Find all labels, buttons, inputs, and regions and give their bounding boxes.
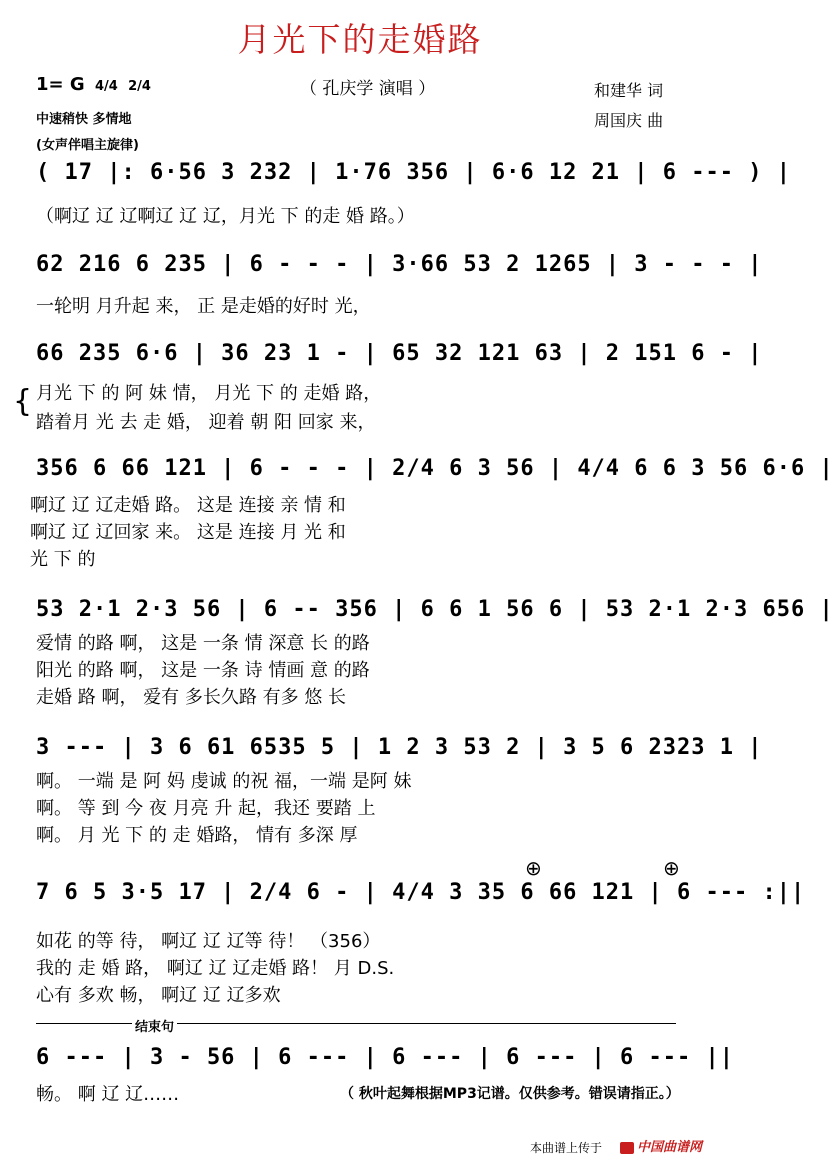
lyric-row-2-verse-1: 一轮明 月升起 来， 正 是走婚的好时 光， — [36, 296, 371, 317]
coda-sign-icon: ⊕ — [663, 856, 680, 880]
lyric-row-7-verse-1: 如花 的等 待， 啊辽 辽 辽等 待！ （356） — [36, 931, 381, 952]
notation-row-6: 3 --- | 3 6 61 6535 5 | 1 2 3 53 2 | 3 5 6 2323 1 | — [36, 735, 763, 760]
lyric-row-3-verse-2: 踏着月 光 去 走 婚， 迎着 朝 阳 回家 来， — [36, 412, 376, 433]
lyric-row-4-verse-3: 光 下 的 — [30, 549, 96, 570]
key-label: 1= G — [36, 74, 85, 95]
song-title: 月光下的走婚路 — [237, 20, 483, 59]
key-signature — [36, 74, 151, 95]
lyric-row-6-verse-2: 啊。 等 到 今 夜 月亮 升 起，我还 要踏 上 — [36, 798, 376, 819]
lyric-row-3-verse-1: 月光 下 的 阿 妹 情， 月光 下 的 走婚 路， — [36, 383, 382, 404]
notation-row-5: 53 2·1 2·3 56 | 6 -- 356 | 6 6 1 56 6 | 53 2·1 2·3 656 | — [36, 597, 834, 622]
lyric-row-5-verse-1: 爱情 的路 啊， 这是 一条 情 深意 长 的路 — [36, 633, 370, 654]
lyric-row-1-verse-1: （啊辽 辽 辽啊辽 辽 辽，月光 下 的走 婚 路。） — [36, 206, 415, 227]
logo-icon — [620, 1142, 634, 1154]
lyric-row-6-verse-3: 啊。 月 光 下 的 走 婚路， 情有 多深 厚 — [36, 825, 358, 846]
site-logo[interactable] — [620, 1136, 702, 1155]
lyric-row-6-verse-1: 啊。 一端 是 阿 妈 虔诚 的祝 福，一端 是阿 妹 — [36, 771, 412, 792]
notation-row-8: 6 --- | 3 - 56 | 6 --- | 6 --- | 6 --- | 6 --- || — [36, 1045, 735, 1070]
singer-credit: （ 孔庆学 演唱 ） — [300, 79, 436, 99]
notation-row-3: 66 235 6·6 | 36 23 1 - | 65 32 121 63 | 2 151 6 - | — [36, 341, 763, 366]
verse-brace: { — [13, 384, 33, 419]
notation-row-4: 356 6 66 121 | 6 - - - | 2/4 6 3 56 | 4/4 6 6 3 56 6·6 | — [36, 456, 834, 481]
site-logo-text: 中国曲谱网 — [637, 1140, 703, 1155]
lyricist-credit: 和建华 词 — [594, 81, 664, 100]
coda-sign-icon: ⊕ — [525, 856, 542, 880]
lyric-row-4-verse-2: 啊辽 辽 辽回家 来。 这是 连接 月 光 和 — [30, 522, 346, 543]
lyric-row-4-verse-1: 啊辽 辽 辽走婚 路。 这是 连接 亲 情 和 — [30, 495, 346, 516]
accompaniment-note: (女声伴唱主旋律) — [36, 138, 139, 153]
time-signature-1: 4/4 — [94, 79, 118, 94]
lyric-row-5-verse-2: 阳光 的路 啊， 这是 一条 诗 情画 意 的路 — [36, 660, 370, 681]
tempo-marking: 中速稍快 多情地 — [36, 112, 132, 127]
ending-label: 结束句 — [132, 1016, 177, 1035]
notation-row-2: 62 216 6 235 | 6 - - - | 3·66 53 2 1265 | 3 - - - | — [36, 252, 763, 277]
notation-row-7: 7 6 5 3·5 17 | 2/4 6 - | 4/4 3 35 6 66 121 | 6 --- :|| — [36, 880, 806, 905]
lyric-row-8-verse-1: 畅。 啊 辽 辽…… — [36, 1084, 180, 1105]
composer-credit: 周国庆 曲 — [594, 111, 664, 130]
lyric-row-7-verse-3: 心有 多欢 畅， 啊辽 辽 辽多欢 — [36, 985, 281, 1006]
upload-credit: 本曲谱上传于 — [530, 1141, 603, 1155]
transcription-note: （ 秋叶起舞根据MP3记谱。仅供参考。错误请指正。） — [340, 1086, 680, 1102]
notation-row-1: ( 17 |: 6·56 3 232 | 1·76 356 | 6·6 12 21 | 6 --- ) | — [36, 160, 791, 185]
lyric-row-5-verse-3: 走婚 路 啊， 爱有 多长久路 有多 悠 长 — [36, 687, 347, 708]
time-signature-2: 2/4 — [128, 79, 151, 94]
lyric-row-7-verse-2: 我的 走 婚 路， 啊辽 辽 辽走婚 路！ 月 D.S. — [36, 958, 395, 979]
